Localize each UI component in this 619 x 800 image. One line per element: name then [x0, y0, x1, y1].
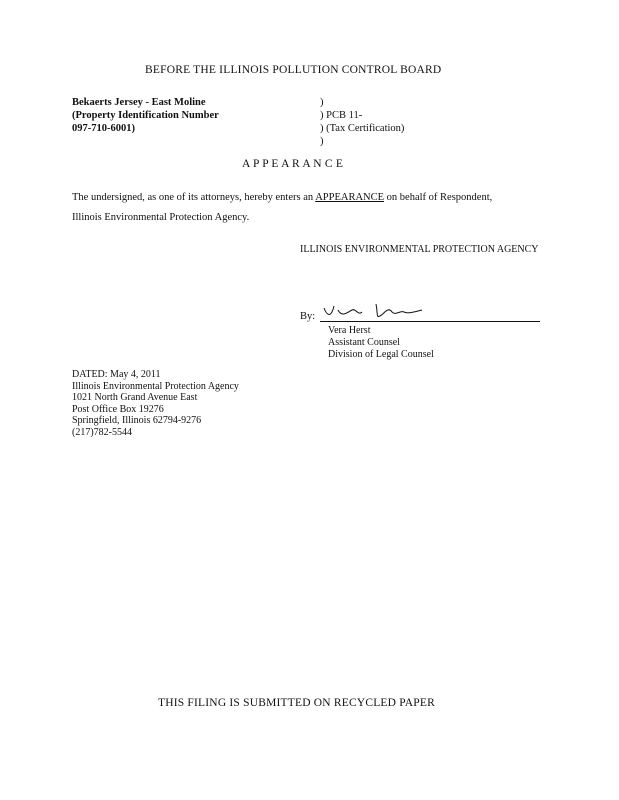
caption-left-line: 097-710-6001): [72, 123, 135, 134]
caption-right-line: ) (Tax Certification): [320, 123, 405, 134]
body-paragraph-line-1: [72, 192, 492, 203]
document-title: A P P E A R A N C E: [242, 158, 344, 170]
phone-line: (217)782-5544: [72, 426, 132, 438]
city-line: Springfield, Illinois 62794-9276: [72, 415, 202, 427]
address-line: 1021 North Grand Avenue East: [72, 392, 198, 404]
agency-line: Illinois Environmental Protection Agency: [72, 380, 239, 392]
signatory-block: [328, 325, 434, 361]
po-box-line: Post Office Box 19276: [72, 403, 164, 415]
dated-block: [72, 369, 239, 439]
by-label: By:: [300, 311, 316, 322]
agency-name: ILLINOIS ENVIRONMENTAL PROTECTION AGENCY: [300, 244, 539, 255]
caption-right-line: ): [320, 97, 324, 108]
body-paragraph-line-2: Illinois Environmental Protection Agency.: [72, 212, 250, 223]
caption-left: [72, 97, 219, 136]
signatory-division: Division of Legal Counsel: [328, 349, 434, 360]
signatory-name: Vera Herst: [328, 325, 371, 336]
caption-right: [320, 97, 404, 149]
signatory-title: Assistant Counsel: [328, 337, 400, 348]
appearance-word: APPEARANCE: [315, 192, 385, 203]
caption-right-line: ): [320, 136, 324, 147]
dated-line: DATED: May 4, 2011: [72, 369, 161, 380]
caption-right-line: ) PCB 11-: [320, 110, 363, 121]
board-heading: BEFORE THE ILLINOIS POLLUTION CONTROL BOARD: [145, 64, 442, 76]
body-text-suffix: on behalf of Respondent,: [384, 192, 493, 203]
footer-recycled-notice: THIS FILING IS SUBMITTED ON RECYCLED PAPER: [158, 697, 435, 709]
body-text-prefix: The undersigned, as one of its attorneys, hereby enters an: [72, 192, 316, 203]
caption-left-line: (Property Identification Number: [72, 110, 219, 121]
signature-line: [320, 321, 540, 322]
caption-left-line: Bekaerts Jersey - East Moline: [72, 97, 206, 108]
